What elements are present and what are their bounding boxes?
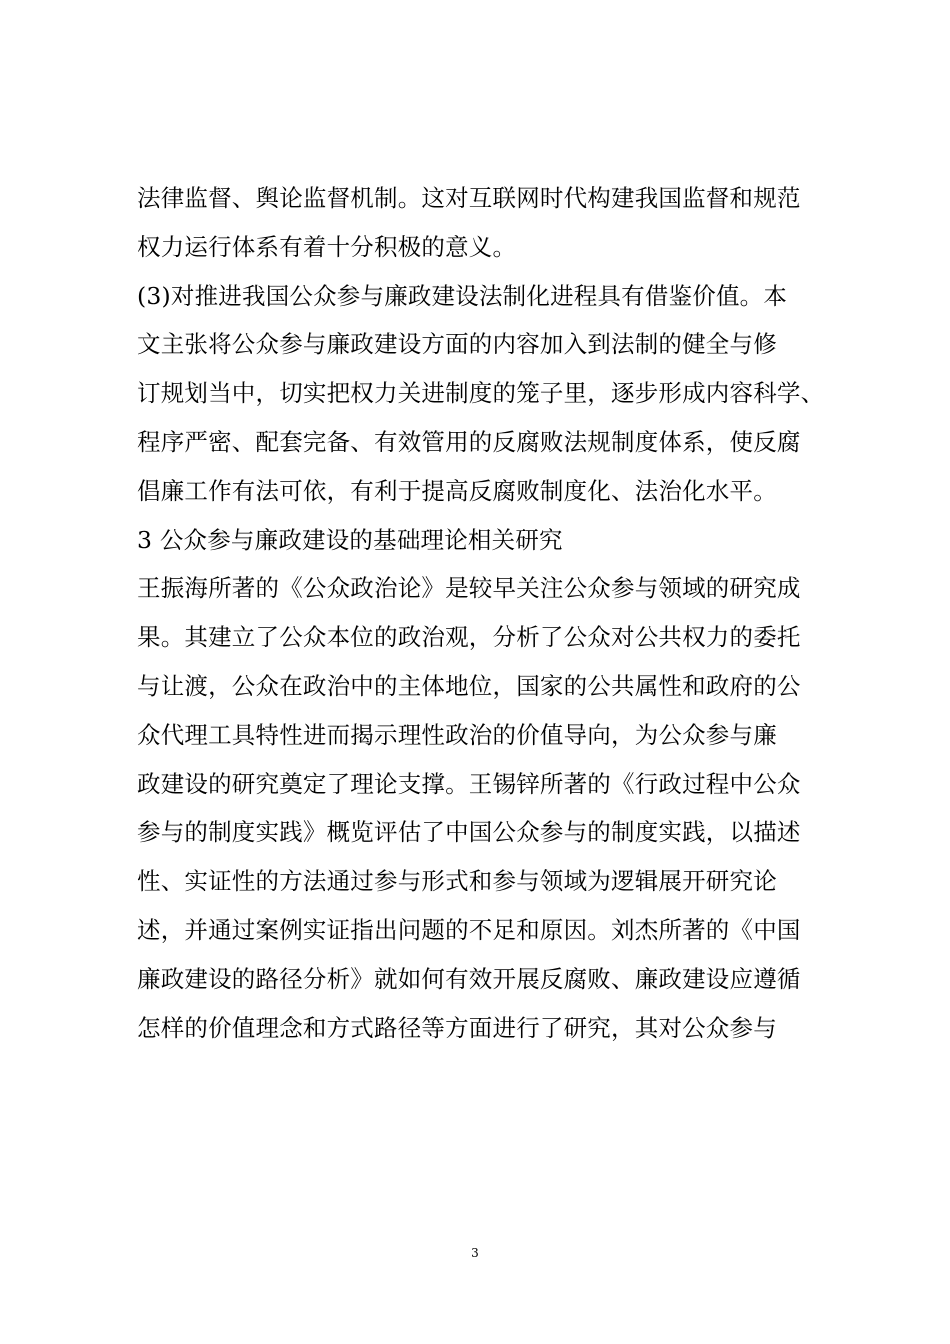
- text-line-16: 述，并通过案例实证指出问题的不足和原因。刘杰所著的《中国: [137, 915, 801, 944]
- text-line-10: 果。其建立了公众本位的政治观，分析了公众对公共权力的委托: [137, 623, 801, 652]
- text-line-1: 法律监督、舆论监督机制。这对互联网时代构建我国监督和规范: [137, 184, 801, 212]
- page-number: 3: [471, 1246, 479, 1260]
- body-text: [137, 174, 837, 1052]
- section-heading: 3 公众参与廉政建设的基础理论相关研究: [137, 525, 563, 554]
- text-line-6: 程序严密、配套完备、有效管用的反腐败法规制度体系，使反腐: [137, 427, 801, 456]
- text-line-9: 王振海所著的《公众政治论》是较早关注公众参与领域的研究成: [137, 574, 801, 603]
- text-line-11: 与让渡，公众在政治中的主体地位，国家的公共属性和政府的公: [137, 671, 801, 700]
- text-line-3: (3)对推进我国公众参与廉政建设法制化进程具有借鉴价值。本: [137, 281, 788, 310]
- text-line-7: 倡廉工作有法可依，有利于提高反腐败制度化、法治化水平。: [137, 476, 777, 505]
- text-line-2: 权力运行体系有着十分积极的意义。: [137, 232, 517, 261]
- text-line-18: 怎样的价值理念和方式路径等方面进行了研究，其对公众参与: [137, 1013, 777, 1042]
- text-line-5: 订规划当中，切实把权力关进制度的笼子里，逐步形成内容科学、: [137, 379, 825, 408]
- text-line-17: 廉政建设的路径分析》就如何有效开展反腐败、廉政建设应遵循: [137, 964, 801, 993]
- text-line-15: 性、实证性的方法通过参与形式和参与领域为逻辑展开研究论: [137, 867, 777, 896]
- text-line-12: 众代理工具特性进而揭示理性政治的价值导向，为公众参与廉: [137, 720, 777, 749]
- text-line-4: 文主张将公众参与廉政建设方面的内容加入到法制的健全与修: [137, 330, 777, 359]
- text-line-13: 政建设的研究奠定了理论支撑。王锡锌所著的《行政过程中公众: [137, 769, 801, 798]
- text-line-14: 参与的制度实践》概览评估了中国公众参与的制度实践，以描述: [137, 818, 801, 847]
